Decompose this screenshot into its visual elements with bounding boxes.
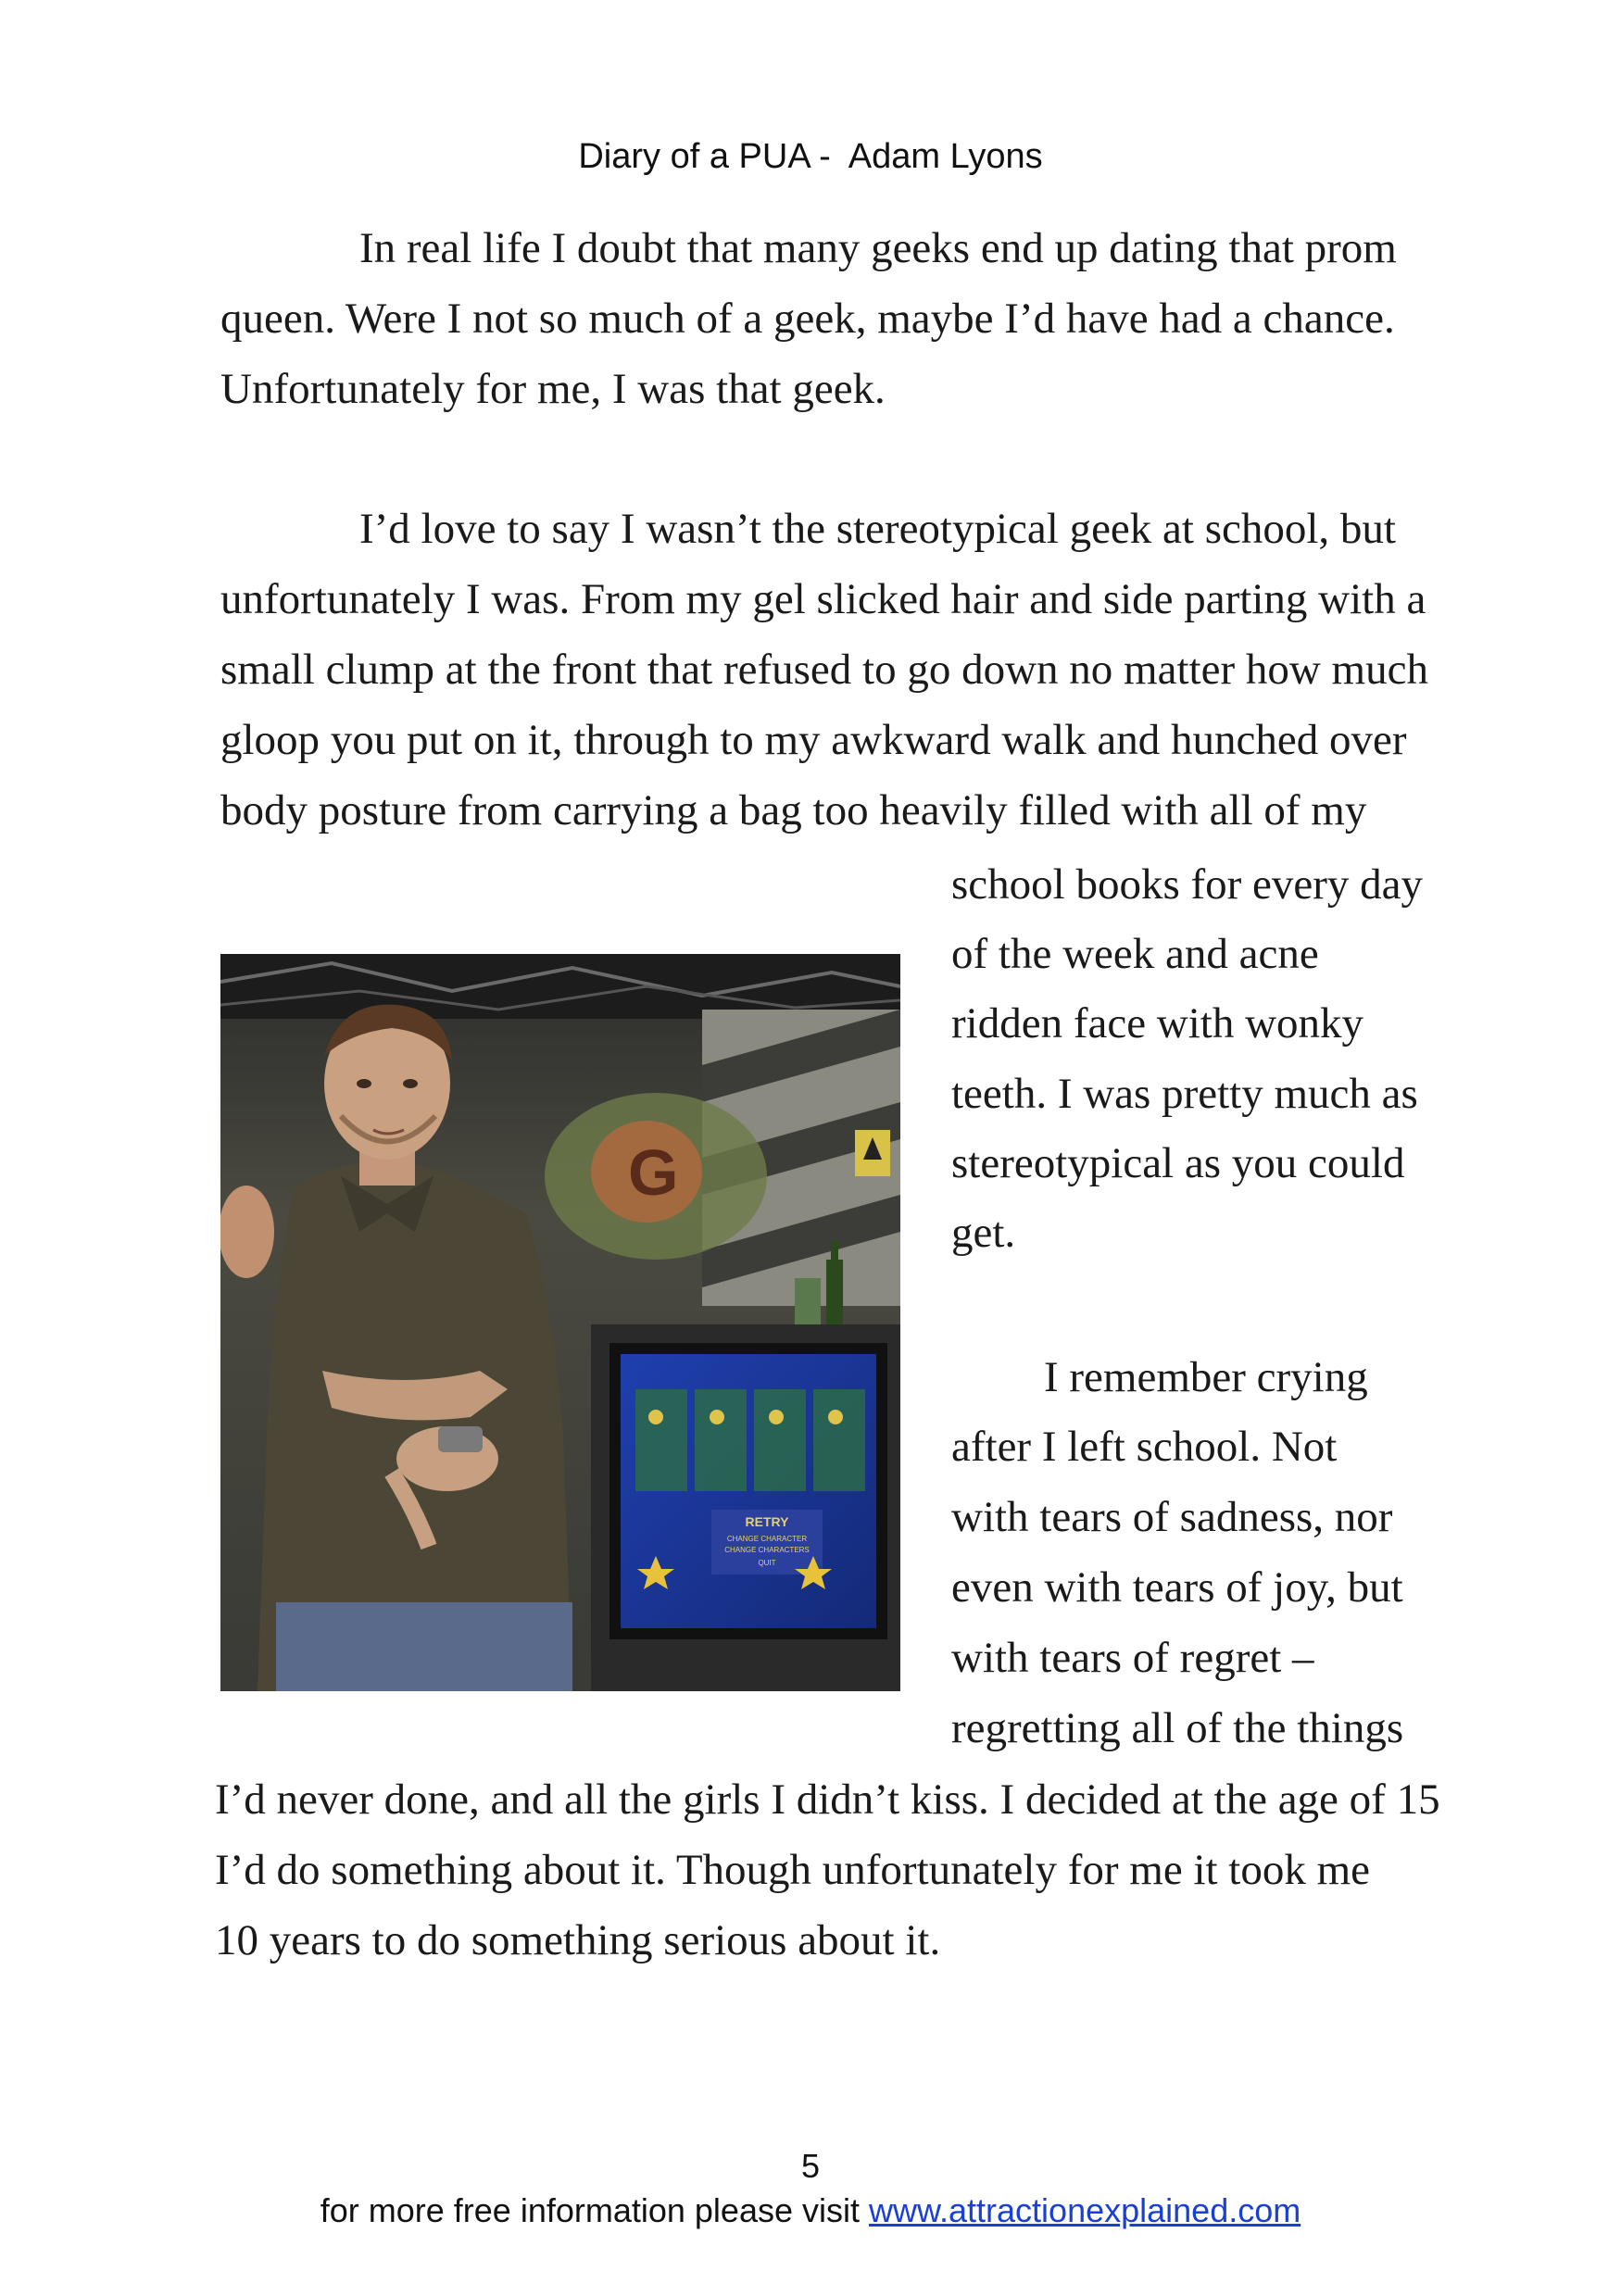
running-header: Diary of a PUA - Adam Lyons bbox=[578, 137, 1043, 176]
footer-text: for more free information please visit bbox=[320, 2191, 869, 2229]
body-line: I’d love to say I wasn’t the stereotypical geek at school, but bbox=[359, 505, 1396, 553]
body-line: unfortunately I was. From my gel slicked hair and side parting with a bbox=[220, 575, 1426, 623]
screen-text: RETRY bbox=[745, 1514, 789, 1529]
screen-text: CHANGE CHARACTER bbox=[726, 1535, 808, 1543]
body-line: of the week and acne bbox=[951, 930, 1319, 978]
footer-note bbox=[0, 2191, 1621, 2230]
body-line: small clump at the front that refused to go down no matter how much bbox=[220, 646, 1428, 694]
page-number: 5 bbox=[800, 2147, 821, 2185]
body-line: with tears of regret – bbox=[951, 1634, 1314, 1682]
body-line: school books for every day bbox=[951, 860, 1424, 909]
body-line: regretting all of the things bbox=[951, 1704, 1404, 1752]
svg-text:G: G bbox=[628, 1136, 679, 1209]
body-line: body posture from carrying a bag too heavily filled with all of my bbox=[220, 786, 1367, 834]
body-line: 10 years to do something serious about it. bbox=[215, 1916, 941, 1964]
body-line: ridden face with wonky bbox=[951, 999, 1364, 1048]
footer-link[interactable]: www.attractionexplained.com bbox=[869, 2191, 1301, 2229]
body-line: get. bbox=[951, 1209, 1016, 1257]
photo-man-at-arcade bbox=[220, 954, 900, 1691]
screen-text: CHANGE CHARACTERS bbox=[724, 1546, 810, 1554]
body-line: In real life I doubt that many geeks end up dating that prom bbox=[359, 224, 1397, 272]
body-line: stereotypical as you could bbox=[951, 1139, 1405, 1187]
body-line: I’d never done, and all the girls I didn’t kiss. I decided at the age of 15 bbox=[215, 1775, 1440, 1824]
body-line: I’d do something about it. Though unfortunately for me it took me bbox=[215, 1846, 1371, 1894]
body-line: gloop you put on it, through to my awkward walk and hunched over bbox=[220, 716, 1407, 764]
body-line: with tears of sadness, nor bbox=[951, 1493, 1393, 1541]
body-line: I remember crying bbox=[1044, 1353, 1368, 1401]
body-line: teeth. I was pretty much as bbox=[951, 1070, 1418, 1118]
body-line: after I left school. Not bbox=[951, 1423, 1338, 1471]
body-line: queen. Were I not so much of a geek, maybe I’d have had a chance. bbox=[220, 295, 1395, 343]
body-line: even with tears of joy, but bbox=[951, 1563, 1403, 1612]
body-line: Unfortunately for me, I was that geek. bbox=[220, 365, 886, 413]
screen-text: QUIT bbox=[758, 1559, 776, 1567]
